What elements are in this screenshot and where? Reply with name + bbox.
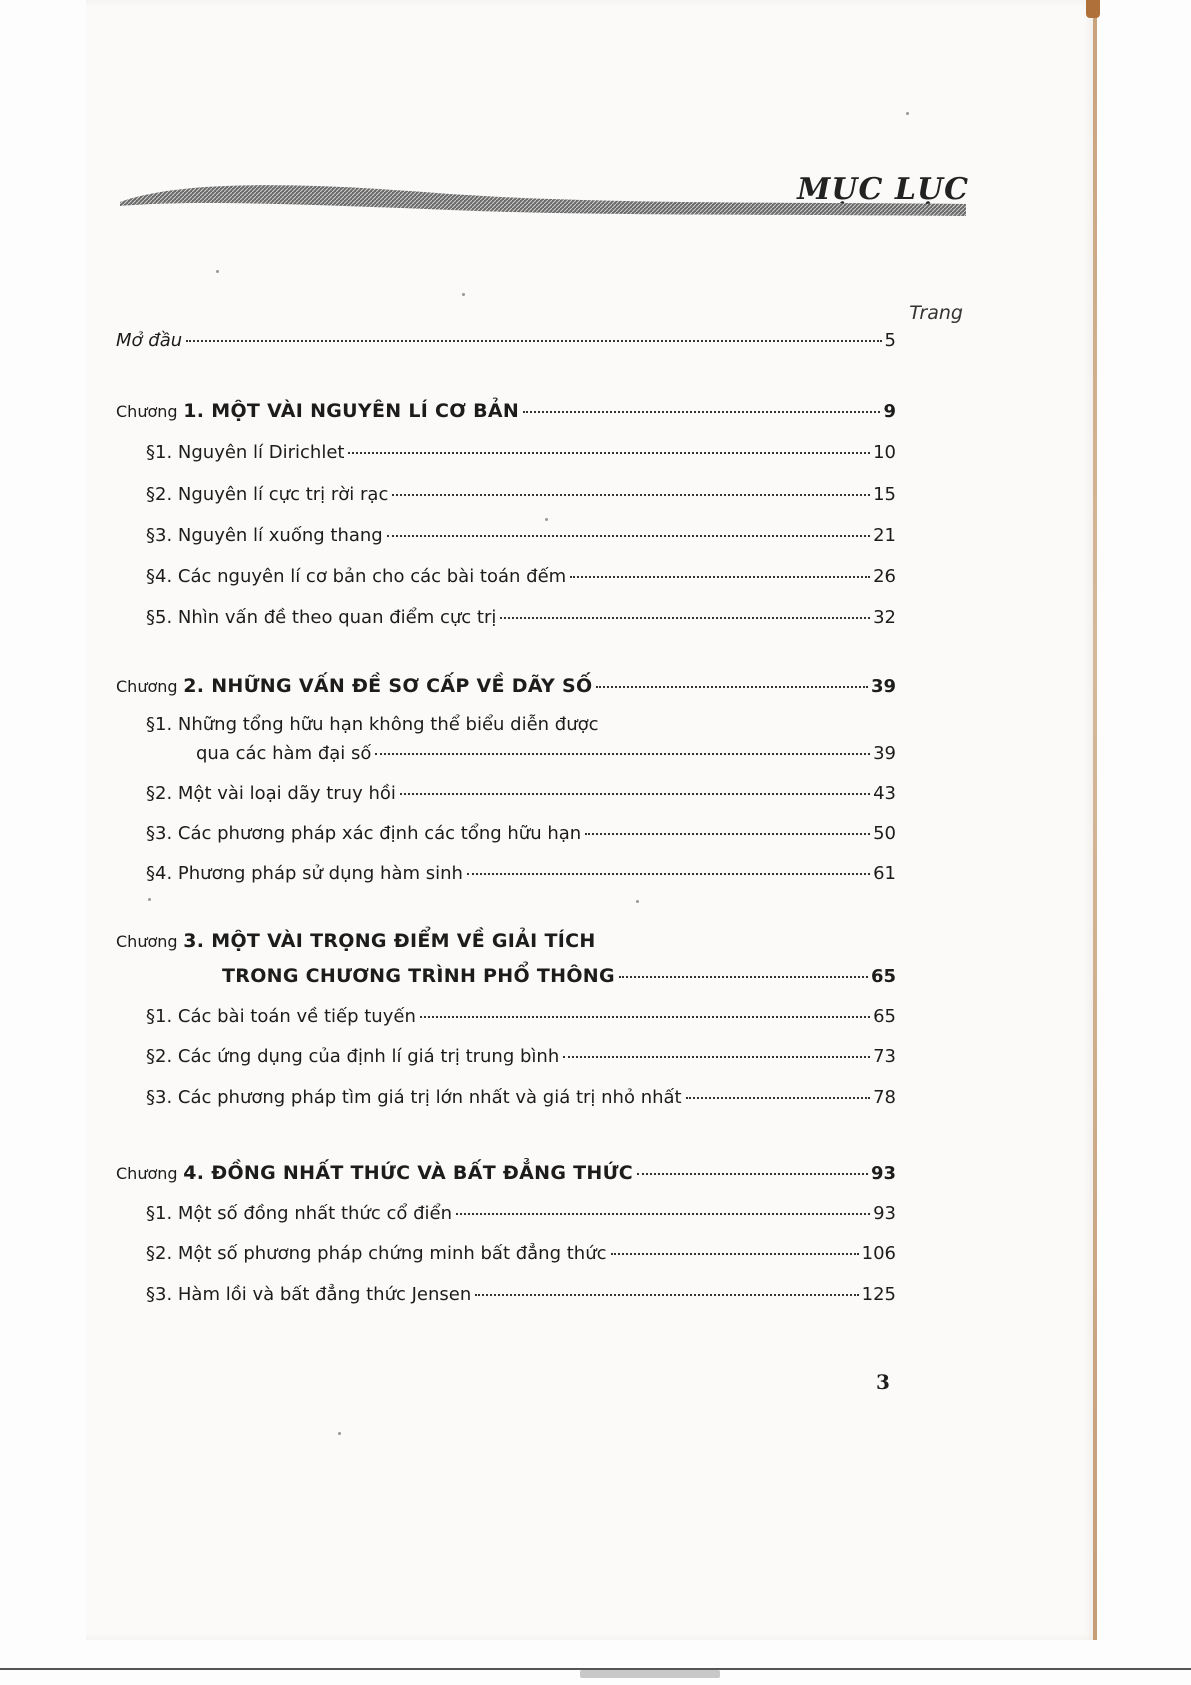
section-page: 10 xyxy=(873,442,896,463)
toc-chapter-3[interactable] xyxy=(222,965,896,987)
chapter-prefix: Chương xyxy=(116,1164,178,1183)
page-column-label: Trang xyxy=(909,302,963,324)
page-number: 3 xyxy=(876,1370,890,1394)
section-label: §5. Nhìn vấn đề theo quan điểm cực trị xyxy=(146,607,497,628)
section-label: §2. Một vài loại dãy truy hồi xyxy=(146,783,396,804)
dot-leader xyxy=(375,753,870,755)
section-label-line1[interactable]: §1. Những tổng hữu hạn không thể biểu diễn được xyxy=(146,714,599,735)
section-page: 26 xyxy=(873,566,896,587)
chapter-page: 39 xyxy=(870,676,896,697)
toc-section[interactable] xyxy=(146,1243,896,1264)
toc-entry-label: Mở đầu xyxy=(116,330,183,351)
section-label: §2. Các ứng dụng của định lí giá trị trung bình xyxy=(146,1046,560,1067)
dot-leader xyxy=(563,1056,870,1058)
section-label: §1. Các bài toán về tiếp tuyến xyxy=(146,1006,416,1027)
dot-leader xyxy=(392,494,870,496)
toc-section[interactable] xyxy=(146,1006,896,1027)
toc-section[interactable] xyxy=(146,484,896,505)
dot-leader xyxy=(500,617,870,619)
section-page: 21 xyxy=(873,525,896,546)
section-page: 125 xyxy=(861,1284,896,1305)
scan-speck xyxy=(906,112,909,115)
section-label: §3. Nguyên lí xuống thang xyxy=(146,525,383,546)
section-label: §4. Phương pháp sử dụng hàm sinh xyxy=(146,863,463,884)
scan-speck xyxy=(216,270,219,273)
toc-section[interactable] xyxy=(146,1046,896,1067)
section-label: §2. Một số phương pháp chứng minh bất đẳng thức xyxy=(146,1243,607,1264)
scan-speck xyxy=(148,898,151,901)
toc-section[interactable] xyxy=(146,823,896,844)
chapter-title: 1. MỘT VÀI NGUYÊN LÍ CƠ BẢN xyxy=(183,400,520,422)
section-label: §3. Hàm lồi và bất đẳng thức Jensen xyxy=(146,1284,472,1305)
section-label: §3. Các phương pháp xác định các tổng hữu hạn xyxy=(146,823,582,844)
toc-section[interactable] xyxy=(146,442,896,463)
toc-section[interactable] xyxy=(196,743,896,764)
dot-leader xyxy=(420,1016,870,1018)
chapter-prefix: Chương xyxy=(116,932,178,951)
chapter-page: 9 xyxy=(883,401,896,422)
toc-entry-page: 5 xyxy=(884,330,896,351)
dot-leader xyxy=(570,576,870,578)
scan-artifact xyxy=(580,1670,720,1678)
toc-section[interactable] xyxy=(146,783,896,804)
dot-leader xyxy=(387,535,870,537)
scan-speck xyxy=(338,1432,341,1435)
dot-leader xyxy=(475,1294,858,1296)
dot-leader xyxy=(596,686,868,688)
toc-chapter-4[interactable] xyxy=(116,1162,896,1184)
dot-leader xyxy=(637,1173,868,1175)
toc-section[interactable] xyxy=(146,863,896,884)
chapter-page: 93 xyxy=(870,1163,896,1184)
chapter-title: 3. MỘT VÀI TRỌNG ĐIỂM VỀ GIẢI TÍCH xyxy=(183,930,596,952)
decorative-swoosh-rule xyxy=(120,180,966,230)
dot-leader xyxy=(186,340,881,342)
dot-leader xyxy=(348,452,870,454)
section-label: §1. Một số đồng nhất thức cổ điển xyxy=(146,1203,452,1224)
section-label: §1. Nguyên lí Dirichlet xyxy=(146,442,345,463)
chapter-title: 2. NHỮNG VẤN ĐỀ SƠ CẤP VỀ DÃY SỐ xyxy=(183,675,593,697)
section-page: 39 xyxy=(873,743,896,764)
toc-chapter-1[interactable] xyxy=(116,400,896,422)
toc-section[interactable] xyxy=(146,1203,896,1224)
section-label: §4. Các nguyên lí cơ bản cho các bài toán đếm xyxy=(146,566,567,587)
section-page: 106 xyxy=(861,1243,896,1264)
dot-leader xyxy=(619,976,868,978)
chapter-3-title-line1[interactable] xyxy=(116,930,596,952)
dot-leader xyxy=(400,793,870,795)
section-label: §3. Các phương pháp tìm giá trị lớn nhất và giá trị nhỏ nhất xyxy=(146,1087,682,1108)
chapter-prefix: Chương xyxy=(116,402,178,421)
section-label: §2. Nguyên lí cực trị rời rạc xyxy=(146,484,389,505)
section-page: 61 xyxy=(873,863,896,884)
section-page: 32 xyxy=(873,607,896,628)
toc-entry-intro[interactable] xyxy=(116,330,896,351)
section-page: 43 xyxy=(873,783,896,804)
chapter-page: 65 xyxy=(870,966,896,987)
dot-leader xyxy=(686,1097,870,1099)
section-page: 93 xyxy=(873,1203,896,1224)
section-page: 15 xyxy=(873,484,896,505)
chapter-title-line2: TRONG CHƯƠNG TRÌNH PHỔ THÔNG xyxy=(222,965,615,987)
corner-mark xyxy=(1086,0,1100,18)
chapter-prefix: Chương xyxy=(116,677,178,696)
toc-section[interactable] xyxy=(146,1087,896,1108)
section-page: 50 xyxy=(873,823,896,844)
paper-sheet xyxy=(86,0,1096,1640)
dot-leader xyxy=(523,411,880,413)
page-title: MỤC LỤC xyxy=(797,172,969,207)
scan-speck xyxy=(545,518,548,521)
dot-leader xyxy=(456,1213,870,1215)
dot-leader xyxy=(585,833,870,835)
dot-leader xyxy=(467,873,870,875)
scan-speck xyxy=(636,900,639,903)
section-page: 78 xyxy=(873,1087,896,1108)
section-page: 65 xyxy=(873,1006,896,1027)
paper-edge xyxy=(1093,0,1097,1640)
toc-chapter-2[interactable] xyxy=(116,675,896,697)
toc-section[interactable] xyxy=(146,566,896,587)
toc-section[interactable] xyxy=(146,607,896,628)
section-label-line2: qua các hàm đại số xyxy=(196,743,372,764)
toc-section[interactable] xyxy=(146,525,896,546)
dot-leader xyxy=(611,1253,859,1255)
section-page: 73 xyxy=(873,1046,896,1067)
chapter-title: 4. ĐỒNG NHẤT THỨC VÀ BẤT ĐẲNG THỨC xyxy=(183,1162,634,1184)
toc-section[interactable] xyxy=(146,1284,896,1305)
scan-speck xyxy=(462,293,465,296)
